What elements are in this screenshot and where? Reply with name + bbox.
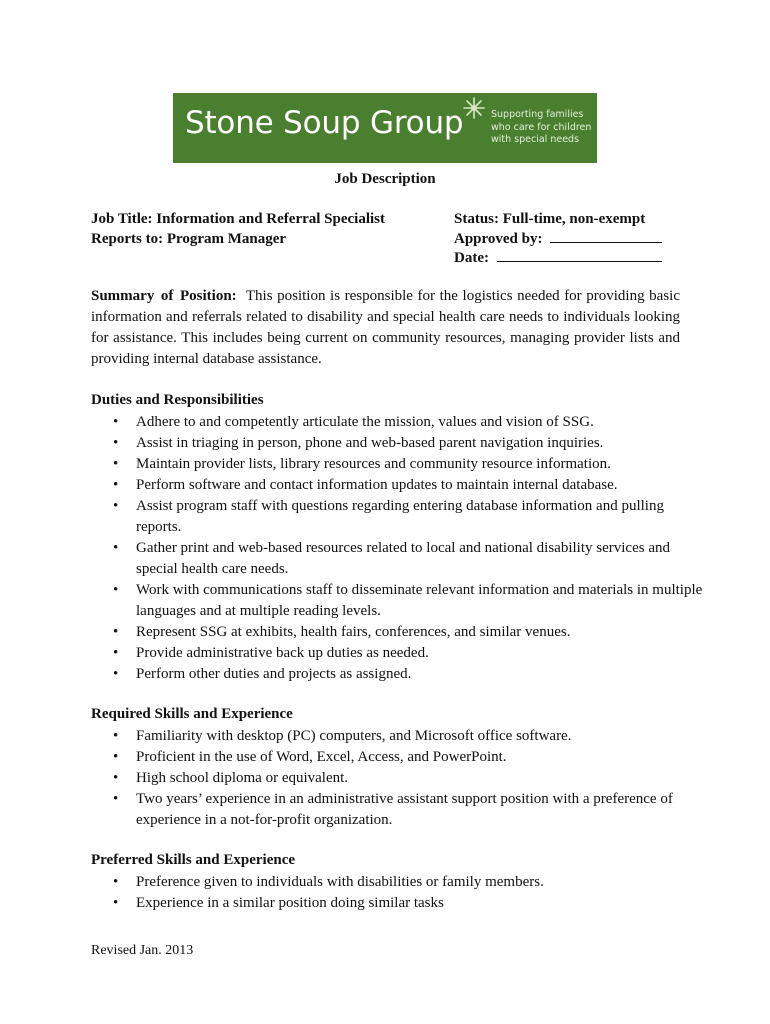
duties-heading: Duties and Responsibilities (91, 392, 264, 408)
list-item: • Two years’ experience in an administrative assistant support position with a preference of experience in a not-for-profit organization. (91, 789, 696, 831)
list-item: • Assist in triaging in person, phone and web-based parent navigation inquiries. (91, 433, 691, 454)
date-label: Date: (454, 250, 489, 266)
summary-label: Summary of Position: (91, 288, 237, 304)
logo-tagline-line: who care for children (491, 121, 592, 133)
duties-list (91, 412, 703, 685)
logo-tagline-line: with special needs (491, 134, 580, 145)
logo-tagline (491, 109, 595, 147)
document-title: Job Description (334, 171, 436, 187)
list-item: • Perform software and contact information updates to maintain internal database. (91, 475, 691, 496)
list-item: • Represent SSG at exhibits, health fairs, conferences, and similar venues. (91, 622, 691, 643)
list-item: • High school diploma or equivalent. (91, 768, 691, 789)
list-item: • Experience in a similar position doing similar tasks (91, 893, 691, 914)
summary-paragraph (91, 286, 680, 370)
required-list (91, 726, 691, 831)
employment-status: Status: Full-time, non-exempt (454, 211, 646, 227)
job-title: Job Title: Information and Referral Specialist (91, 211, 386, 227)
date-blank (497, 249, 662, 262)
preferred-list (91, 872, 691, 914)
list-item: • Adhere to and competently articulate the mission, values and vision of SSG. (91, 412, 691, 433)
list-item: • Familiarity with desktop (PC) computers, and Microsoft office software. (91, 726, 691, 747)
list-item: • Maintain provider lists, library resources and community resource information. (91, 454, 691, 475)
list-item: • Perform other duties and projects as assigned. (91, 664, 691, 685)
header-left (91, 210, 385, 249)
reports-to: Reports to: Program Manager (91, 230, 287, 247)
logo-tagline-line: Supporting families (491, 109, 584, 120)
list-item: • Proficient in the use of Word, Excel, Access, and PowerPoint. (91, 747, 691, 768)
revision-note: Revised Jan. 2013 (91, 943, 194, 958)
approved-by-label: Approved by: (454, 230, 543, 247)
approved-by-blank (550, 230, 662, 243)
preferred-heading: Preferred Skills and Experience (91, 852, 296, 868)
list-item: • Assist program staff with questions regarding entering database information and pulling reports. (91, 496, 671, 538)
required-heading: Required Skills and Experience (91, 706, 293, 722)
header-right (454, 210, 662, 269)
logo-wordmark: Stone Soup Group (185, 105, 464, 141)
summary-text: This position is responsible for the logistics needed for providing basic information and referrals related to disability and special health care needs to individuals looking for assistance. This includes being current on community resources, managing provider lists and providing internal database assistance. (91, 288, 681, 367)
list-item: • Provide administrative back up duties as needed. (91, 643, 691, 664)
list-item: • Work with communications staff to disseminate relevant information and materials in multiple languages and at multiple reading levels. (91, 580, 731, 622)
star-burst-icon (463, 97, 485, 119)
list-item: • Preference given to individuals with disabilities or family members. (91, 872, 691, 893)
organization-logo (173, 93, 597, 163)
approved-by-row (454, 230, 662, 250)
list-item: • Gather print and web-based resources related to local and national disability services and special health care needs. (91, 538, 671, 580)
date-row (454, 249, 662, 269)
